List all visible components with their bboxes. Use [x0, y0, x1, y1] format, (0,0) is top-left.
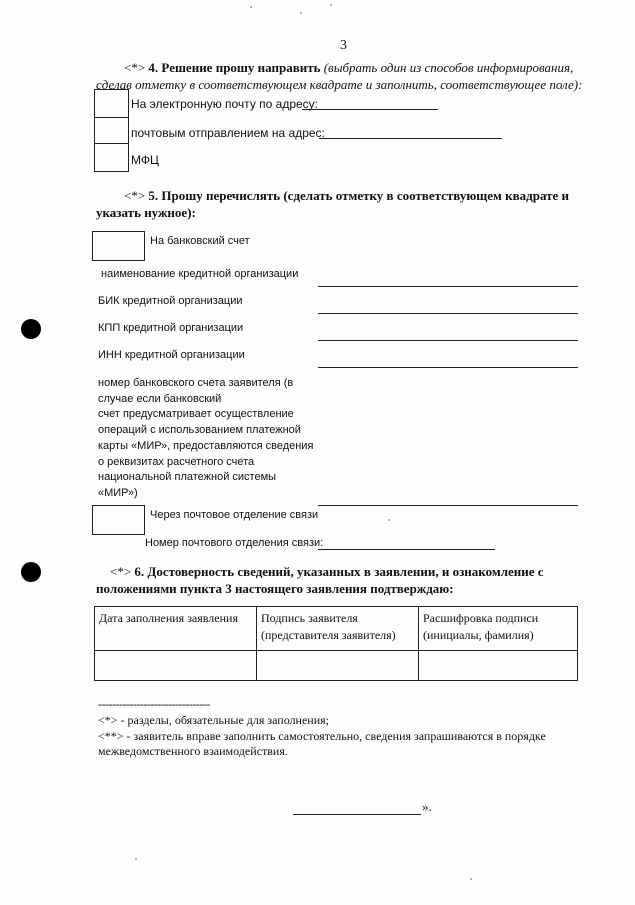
email-checkbox[interactable] — [94, 89, 129, 118]
post-office-number-label: Номер почтового отделения связи: — [145, 537, 324, 549]
inn-label: ИНН кредитной организации — [98, 349, 245, 361]
date-cell[interactable] — [95, 651, 257, 681]
footnote-optional: <**> - заявитель вправе заполнить самостоятельно, сведения запрашиваются в порядке межведомственного взаимодействия. — [98, 729, 546, 758]
signature-decoding-cell[interactable] — [419, 651, 578, 681]
scan-speck — [330, 4, 332, 6]
mfc-checkbox[interactable] — [94, 143, 129, 172]
section-4-title: 4. Решение прошу направить — [148, 60, 321, 75]
account-line: операций с использованием платежной — [98, 424, 301, 437]
inn-field[interactable] — [318, 367, 578, 368]
post-office-checkbox[interactable] — [92, 505, 145, 535]
page-number: 3 — [340, 38, 347, 53]
table-header-cell: Дата заполнения заявления — [95, 607, 257, 651]
account-line: «МИР») — [98, 486, 138, 499]
mfc-option-label: МФЦ — [131, 153, 159, 167]
kpp-label: КПП кредитной организации — [98, 322, 244, 334]
section-4-mark: <*> — [124, 60, 146, 75]
closing-line[interactable] — [293, 814, 421, 815]
account-number-field[interactable] — [318, 505, 578, 506]
hole-punch — [21, 562, 41, 582]
table-header-row — [95, 607, 578, 651]
account-line: случае если банковский — [98, 392, 222, 405]
account-line: счет предусматривает осуществление — [98, 408, 294, 421]
scan-speck — [300, 12, 302, 14]
table-header-cell: Подпись заявителя (представителя заявителя) — [257, 607, 419, 651]
account-number-label — [98, 376, 313, 502]
table-row — [95, 651, 578, 681]
scan-speck — [250, 6, 252, 8]
postal-address-field[interactable] — [319, 138, 502, 139]
bik-label: БИК кредитной организации — [98, 295, 243, 307]
section-4-heading — [96, 59, 596, 93]
bank-account-checkbox[interactable] — [92, 231, 145, 261]
section-4-instruction: (выбрать один из способов информирования, сделав отметку в соответствующем квадрате и заполнить, соответствующее поле): — [96, 60, 583, 92]
table-header-cell: Расшифровка подписи (инициалы, фамилия) — [419, 607, 578, 651]
bik-field[interactable] — [318, 313, 578, 314]
footnote-required: <*> - разделы, обязательные для заполнения; — [98, 713, 330, 727]
postal-checkbox[interactable] — [94, 116, 129, 144]
section-6-title: 6. Достоверность сведений, указанных в заявлении, и ознакомление с положениями пункта 3 настоящего заявления подтверждаю: — [96, 564, 544, 596]
email-option-label: На электронную почту по адресу: — [131, 97, 319, 111]
bank-name-label: наименование кредитной организации — [101, 268, 299, 280]
section-6-mark: <*> — [110, 564, 132, 579]
bank-account-label: На банковский счет — [150, 235, 250, 247]
bank-name-field[interactable] — [318, 286, 578, 287]
account-line: национальной платежной системы — [98, 471, 277, 484]
footnote-separator: -------------------------------- — [98, 697, 210, 711]
signature-cell[interactable] — [257, 651, 419, 681]
account-line: карты «МИР», предоставляются сведения — [98, 439, 314, 452]
section-5-heading — [96, 187, 576, 221]
kpp-field[interactable] — [318, 340, 578, 341]
post-office-label: Через почтовое отделение связи — [150, 509, 319, 521]
section-6-heading — [96, 563, 580, 597]
section-5-mark: <*> — [124, 188, 146, 203]
scan-speck — [388, 519, 390, 521]
account-line: номер банковского счета заявителя (в — [98, 377, 294, 389]
confirmation-table — [94, 606, 578, 681]
scan-speck — [470, 878, 472, 880]
closing-quote: ». — [422, 799, 432, 814]
scan-speck — [135, 858, 137, 860]
post-office-number-field[interactable] — [318, 549, 495, 550]
postal-option-label: почтовым отправлением на адрес: — [131, 126, 325, 140]
email-address-field[interactable] — [302, 109, 438, 110]
section-5-title: 5. Прошу перечислять (сделать отметку в соответствующем квадрате и указать нужное): — [96, 188, 570, 220]
account-line: о реквизитах расчетного счета — [98, 455, 255, 468]
hole-punch — [21, 319, 41, 339]
